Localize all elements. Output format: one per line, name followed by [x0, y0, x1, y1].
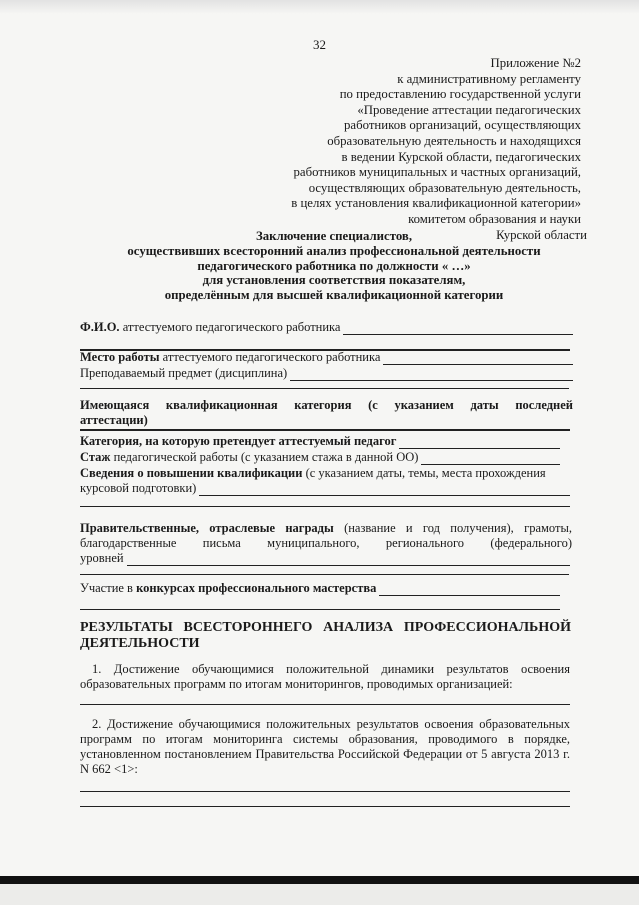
conclusion-title-line: определённым для высшей квалификационной категории	[164, 288, 504, 303]
target-category-blank[interactable]	[399, 437, 560, 449]
training-field	[80, 466, 573, 481]
conclusion-title-line: Заключение специалистов,	[255, 229, 413, 243]
scan-bottom-edge	[0, 876, 639, 884]
appendix-line: работников муниципальных и частных организаций,	[293, 165, 581, 180]
awards-label-cont: благодарственные письма муниципального, регионального (федерального)	[80, 536, 572, 550]
subject-field	[80, 366, 573, 381]
workplace-label: аттестуемого педагогического работника	[162, 350, 381, 364]
fio-blank[interactable]	[343, 323, 573, 335]
conclusion-title-line: осуществивших всесторонний анализ профессиональной деятельности	[127, 243, 541, 258]
contests-blank-line[interactable]	[80, 609, 560, 610]
fio-field	[80, 320, 573, 335]
contests-blank[interactable]	[379, 584, 560, 596]
appendix-line: Курской области	[496, 227, 587, 242]
fio-label: аттестуемого педагогического работника	[122, 320, 341, 334]
current-category-blank[interactable]	[80, 429, 570, 431]
appendix-header	[291, 56, 587, 243]
appendix-line: образовательную деятельность и находящихся	[327, 133, 581, 148]
results-title	[80, 620, 571, 652]
result-item-1-blank[interactable]	[80, 704, 570, 705]
experience-blank[interactable]	[421, 453, 560, 465]
awards-label: (название и год получения), грамоты,	[344, 521, 572, 535]
experience-field	[80, 450, 560, 465]
training-label-cont: курсовой подготовки)	[80, 481, 197, 495]
scan-top-shadow	[0, 0, 639, 14]
target-category-label: Категория, на которую претендует аттестуемый педагог	[80, 434, 397, 448]
conclusion-title	[84, 229, 584, 303]
page-number: 32	[313, 37, 326, 52]
contests-label-bold: конкурсах профессионального мастерства	[136, 581, 377, 595]
appendix-line: в ведении Курской области, педагогических	[341, 149, 581, 164]
workplace-field	[80, 350, 573, 365]
target-category-field	[80, 434, 560, 449]
appendix-line: Приложение №2	[490, 56, 581, 70]
training-blank[interactable]	[199, 484, 570, 496]
awards-label-levels: уровней	[80, 551, 124, 565]
results-title-line: РЕЗУЛЬТАТЫ ВСЕСТОРОННЕГО АНАЛИЗА ПРОФЕССИОНАЛЬНОЙ	[80, 620, 571, 635]
current-category-label: Имеющаяся квалификационная категория (с указанием даты последней	[80, 398, 573, 412]
training-blank-line[interactable]	[80, 506, 570, 507]
contests-field	[80, 581, 560, 596]
fio-label-bold: Ф.И.О.	[80, 320, 120, 334]
appendix-line: комитетом образования и науки	[408, 211, 581, 226]
scan-bottom-margin	[0, 884, 639, 905]
awards-label-bold: Правительственные, отраслевые награды	[80, 521, 334, 535]
awards-blank[interactable]	[127, 554, 570, 566]
appendix-line: работников организаций, осуществляющих	[344, 118, 581, 133]
result-item-2-blank[interactable]	[80, 806, 570, 807]
contests-label: Участие в	[80, 581, 133, 595]
appendix-line: осуществляющих образовательную деятельность,	[308, 180, 581, 195]
training-label: (с указанием даты, темы, места прохождения	[305, 466, 546, 480]
experience-label-bold: Стаж	[80, 450, 111, 464]
workplace-label-bold: Место работы	[80, 350, 160, 364]
appendix-line: «Проведение аттестации педагогических	[357, 102, 581, 117]
result-item-2-blank[interactable]	[80, 791, 570, 792]
training-field-cont	[80, 481, 570, 496]
subject-blank[interactable]	[290, 369, 573, 381]
result-item-2: 2. Достижение обучающимися положительных результатов освоения образовательных программ по итогам мониторинга системы образования, проводимого в порядке, установленном постановлением Правительства Российской Федерации от 5 августа 2013 г. N 662 <1>:	[80, 717, 570, 776]
appendix-line: к административному регламенту	[397, 71, 581, 86]
current-category-label-cont: аттестации)	[80, 413, 148, 427]
appendix-line: в целях установления квалификационной категории»	[291, 196, 581, 211]
results-title-line: ДЕЯТЕЛЬНОСТИ	[80, 636, 200, 651]
workplace-blank[interactable]	[383, 353, 573, 365]
conclusion-title-line: педагогического работника по должности « …»	[197, 258, 471, 273]
awards-field-cont	[80, 551, 570, 566]
subject-label: Преподаваемый предмет (дисциплина)	[80, 366, 288, 380]
result-item-1: 1. Достижение обучающимися положительной динамики результатов освоения образовательных программ по итогам мониторингов, проводимых организацией:	[80, 662, 570, 691]
training-label-bold: Сведения о повышении квалификации	[80, 466, 303, 480]
conclusion-title-line: для установления соответствия показателям,	[202, 273, 466, 288]
awards-field	[80, 521, 572, 536]
separator-line	[80, 388, 569, 389]
experience-label: педагогической работы (с указанием стажа в данной ОО)	[113, 450, 419, 464]
appendix-line: по предоставлению государственной услуги	[339, 87, 581, 102]
awards-blank-line[interactable]	[80, 574, 569, 575]
